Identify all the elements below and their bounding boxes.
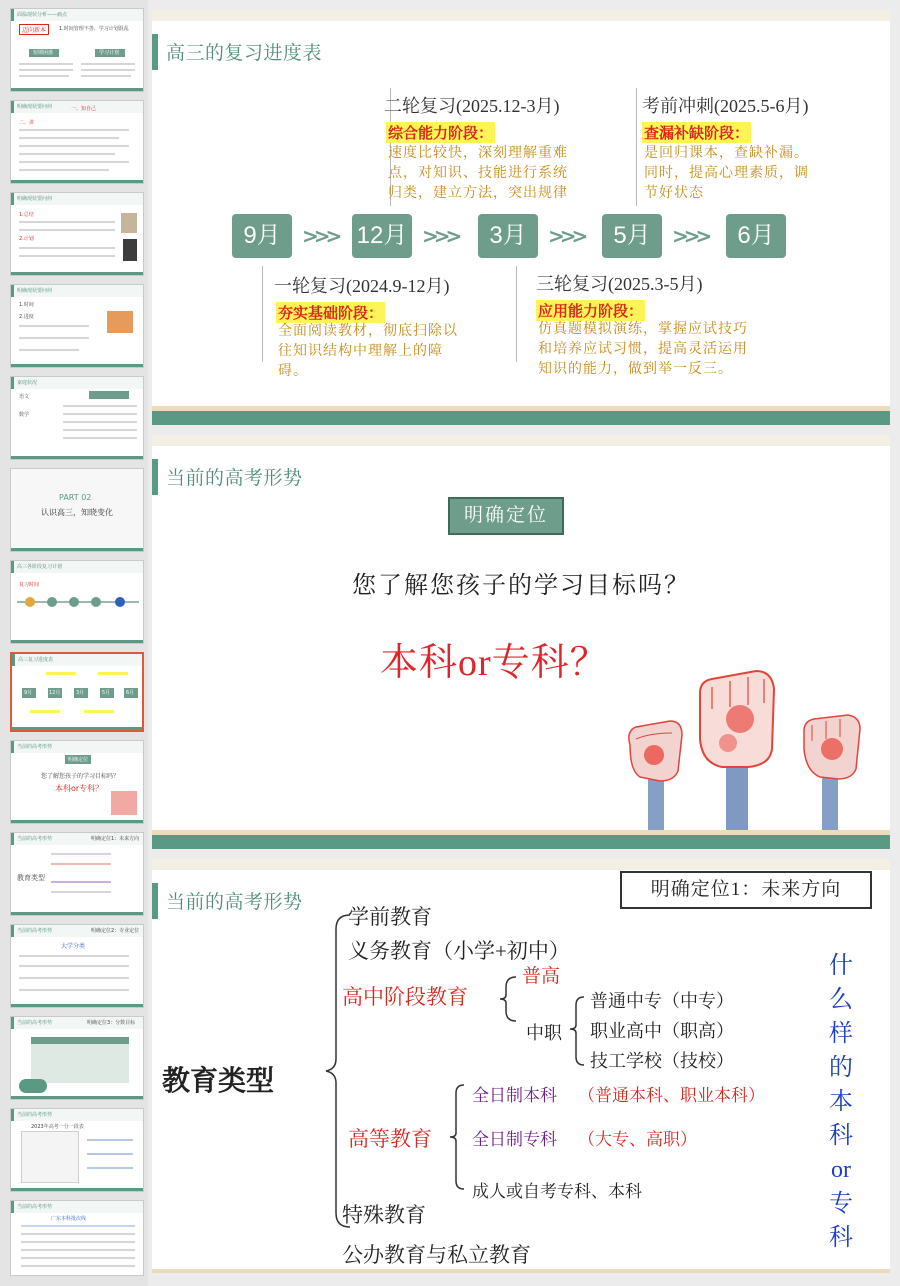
thumb-line — [19, 169, 109, 171]
thumb-line — [19, 145, 129, 147]
special-education: 特殊教育 — [342, 1203, 426, 1227]
thumb-text: 您了解您孩子的学习目标吗？ — [41, 773, 120, 780]
positioning-badge: 明确定位 — [448, 497, 564, 535]
thumb-title: 高三复习进度表 — [12, 654, 142, 666]
thumb-band — [11, 456, 143, 459]
thumb-text: 3月 — [76, 690, 85, 696]
thumb-block — [89, 391, 129, 399]
slide-thumbnail-8-selected[interactable] — [10, 652, 144, 732]
thumb-dot — [25, 597, 35, 607]
thumb-line — [21, 1233, 135, 1235]
slide-education-types — [152, 859, 890, 1273]
thumb-text: 大学分类 — [61, 943, 86, 950]
thumb-band — [11, 364, 143, 367]
thumb-line — [19, 137, 119, 139]
thumb-text: 12月 — [49, 690, 61, 696]
chevron-right-icon: >>> — [302, 224, 338, 248]
thumb-band — [11, 272, 143, 275]
thumb-line — [19, 349, 79, 351]
slide-thumbnail-4[interactable] — [10, 284, 144, 368]
thumb-line — [21, 1265, 135, 1267]
top-bar — [152, 10, 890, 21]
thumb-title: 高三各阶段复习计划 — [11, 561, 143, 573]
thumb-line — [21, 1241, 135, 1243]
thumb-text: 迈向新本 — [19, 24, 49, 35]
thumb-line — [63, 429, 137, 431]
round1-title: 一轮复习(2024.9-12月) — [274, 276, 450, 296]
round2-desc: 速度比较快，深刻理解重难点，对知识、技能进行系统归类，建立方法，突出规律 — [388, 146, 568, 201]
thumb-title: 当前的高考形势 — [11, 1017, 143, 1029]
thumb-title: 面临现状分析——痛点 — [11, 9, 143, 21]
thumb-line — [51, 891, 111, 893]
thumb-line — [19, 63, 73, 65]
side-question-char: 科 — [829, 1123, 853, 1149]
slide-thumbnail-9[interactable] — [10, 740, 144, 824]
thumb-text: 广东本科批次线 — [51, 1216, 87, 1222]
thumb-title: 明确现状要问何 — [11, 193, 143, 205]
thumb-text: 复习时间 — [19, 582, 40, 588]
thumb-text: 2.计划 — [19, 236, 34, 242]
vocational-item: 职业高中（职高） — [590, 1021, 734, 1041]
thumb-line — [21, 1257, 135, 1259]
thumb-line — [51, 853, 111, 855]
slide-title: 当前的高考形势 — [166, 892, 303, 913]
thumb-line — [21, 1225, 135, 1227]
slide-thumbnail-13[interactable] — [10, 1108, 144, 1192]
slide-thumbnail-1[interactable] — [10, 8, 144, 92]
round3-stage: 应用能力阶段： — [536, 300, 645, 321]
thumb-line — [19, 965, 129, 967]
thumb-line — [87, 1139, 133, 1141]
thumb-line — [81, 69, 135, 71]
high-school-education: 高中阶段教育 — [342, 985, 468, 1009]
thumb-band — [11, 180, 143, 183]
thumb-text: 二、讲 — [19, 120, 35, 126]
slide-thumbnail-6[interactable] — [10, 468, 144, 552]
thumb-text: 语文 — [19, 394, 30, 400]
thumb-line — [19, 977, 129, 979]
side-question-char: 么 — [829, 987, 853, 1013]
sprint-stage: 查漏补缺阶段： — [642, 122, 751, 143]
compulsory-education: 义务教育（小学+初中） — [348, 939, 570, 963]
thumb-line — [21, 1249, 135, 1251]
slide-thumbnail-5[interactable] — [10, 376, 144, 460]
thumb-text: 一、知自己 — [71, 106, 97, 112]
thumb-title: 当前的高考形势 — [11, 1109, 143, 1121]
thumb-line — [81, 63, 135, 65]
thumb-dot — [91, 597, 101, 607]
sprint-desc: 是回归课本，查缺补漏。同时，提高心理素质，调节好状态 — [644, 146, 809, 201]
round2-stage: 综合能力阶段： — [386, 122, 495, 143]
vocational-item: 技工学校（技校） — [590, 1051, 734, 1071]
thumb-table — [21, 1131, 79, 1183]
month-node-sep: 9月 — [232, 214, 292, 258]
fulltime-bachelor: 全日制本科 — [472, 1086, 557, 1105]
thumb-text: 数学 — [19, 412, 30, 418]
title-accent — [152, 34, 158, 70]
side-question-char: 的 — [829, 1055, 853, 1081]
slide-thumbnail-10[interactable] — [10, 832, 144, 916]
thumb-line — [19, 955, 129, 957]
positioning-box: 明确定位1：未来方向 — [620, 871, 872, 909]
slide-thumbnail-2[interactable] — [10, 100, 144, 184]
thumb-text: 5月 — [102, 690, 111, 696]
connector-line — [516, 266, 517, 362]
thumb-image — [121, 213, 137, 233]
thumb-line — [19, 325, 89, 327]
thumb-line — [19, 337, 89, 339]
thumb-band — [11, 640, 143, 643]
vocational-secondary: 中职 — [526, 1023, 562, 1043]
thumb-title: 当前的高考形势 — [11, 925, 143, 937]
side-question-vertical — [824, 949, 858, 1255]
thumb-band — [11, 912, 143, 915]
goal-question: 您了解您孩子的学习目标吗？ — [352, 573, 690, 599]
thumb-text: 明确定位1：未来方向 — [91, 836, 140, 842]
thumb-text: 1.时间 — [19, 302, 34, 308]
side-question-char: or — [831, 1157, 851, 1183]
thumb-text: 1.总结 — [19, 212, 34, 218]
thumb-title: 当前的高考形势 — [11, 741, 143, 753]
thumb-text: 明确定位2：专业定位 — [91, 928, 140, 934]
thumb-line — [19, 75, 69, 77]
thumb-line — [63, 405, 137, 407]
adult-self-study: 成人或自考专科、本科 — [472, 1182, 642, 1201]
thumb-text: 9月 — [24, 690, 33, 696]
side-question-char: 科 — [829, 1225, 853, 1251]
month-node-may: 5月 — [602, 214, 662, 258]
thumb-band — [11, 1004, 143, 1007]
slide-review-schedule — [152, 10, 890, 425]
slide-title: 高三的复习进度表 — [166, 43, 323, 64]
slide-thumbnail-14[interactable] — [10, 1200, 144, 1276]
bachelor-or-college-question: 本科or专科？ — [380, 642, 609, 684]
thumb-line — [51, 881, 111, 883]
thumb-line — [19, 153, 115, 155]
thumb-image — [111, 791, 137, 815]
thumb-line — [19, 247, 115, 249]
thumb-text: 认识高三，知晓变化 — [41, 508, 113, 517]
round2-title: 二轮复习(2025.12-3月) — [384, 96, 560, 116]
thumb-image — [107, 311, 133, 333]
sprint-title: 考前冲刺(2025.5-6月) — [642, 96, 809, 116]
side-question-char: 什 — [829, 953, 853, 979]
bottom-band — [152, 835, 890, 849]
thumb-line — [87, 1153, 133, 1155]
thumb-title: 当前的高考形势 — [11, 1201, 143, 1213]
thumb-band — [11, 548, 143, 551]
side-question-char: 本 — [829, 1089, 853, 1115]
education-types-root: 教育类型 — [162, 1066, 275, 1097]
bottom-band — [152, 1269, 890, 1273]
thumb-band — [11, 1096, 143, 1099]
round1-stage: 夯实基础阶段： — [276, 302, 385, 323]
chevron-right-icon: >>> — [422, 224, 458, 248]
thumb-text: 明确定位3：分数目标 — [87, 1020, 136, 1026]
thumb-line — [19, 129, 129, 131]
thumb-title: 当前的高考形势 — [11, 833, 143, 845]
side-question-char: 样 — [829, 1021, 853, 1047]
slide-thumbnail-rail[interactable] — [0, 0, 148, 1286]
higher-education: 高等教育 — [348, 1127, 432, 1151]
thumb-text: 本科or专科？ — [55, 784, 104, 793]
thumb-highlight — [84, 710, 114, 713]
slide-thumbnail-7[interactable] — [10, 560, 144, 644]
thumb-band — [11, 1188, 143, 1191]
general-high-school: 普高 — [522, 966, 561, 987]
thumb-line — [19, 989, 129, 991]
thumb-line — [81, 75, 131, 77]
thumb-badge — [19, 1079, 47, 1093]
slide-exam-situation — [152, 435, 890, 849]
thumb-text: 学习计划 — [99, 50, 120, 56]
month-node-jun: 6月 — [726, 214, 786, 258]
fulltime-bachelor-note: （普通本科、职业本科） — [578, 1086, 765, 1105]
side-question-char: 专 — [829, 1191, 853, 1217]
thumb-band — [11, 88, 143, 91]
title-accent — [152, 459, 158, 495]
bottom-band — [152, 411, 890, 425]
preschool-education: 学前教育 — [348, 905, 432, 929]
fulltime-college: 全日制专科 — [472, 1130, 557, 1149]
chevron-right-icon: >>> — [548, 224, 584, 248]
thumb-text: PART 02 — [59, 493, 92, 502]
round3-desc: 仿真题模拟演练，掌握应试技巧和培养应试习惯，提高灵活运用知识的能力，做到举一反三。 — [538, 322, 748, 377]
slide-thumbnail-11[interactable] — [10, 924, 144, 1008]
thumb-dot — [47, 597, 57, 607]
thumb-dot — [115, 597, 125, 607]
thumb-line — [51, 863, 111, 865]
thumb-band — [11, 820, 143, 823]
thumb-text: 明确定位 — [68, 757, 89, 763]
fulltime-college-note: （大专、高职） — [578, 1130, 697, 1149]
thumb-line — [63, 421, 137, 423]
thumb-line — [19, 255, 115, 257]
thumb-table-header — [31, 1037, 129, 1044]
thumb-line — [19, 221, 115, 223]
thumb-text: 教育类型 — [17, 874, 45, 882]
thumb-line — [19, 229, 115, 231]
thumb-text: 短期困惑 — [33, 50, 54, 56]
top-bar — [152, 435, 890, 446]
thumb-band — [12, 727, 142, 730]
thumb-title: 家庭状况 — [11, 377, 143, 389]
slide-title: 当前的高考形势 — [166, 468, 303, 489]
round1-desc: 全面阅读教材，彻底扫除以往知识结构中理解上的障碍。 — [278, 324, 458, 379]
thumb-line — [19, 161, 129, 163]
thumb-highlight — [98, 672, 128, 675]
thumb-title: 明确现状要问何 — [11, 285, 143, 297]
thumb-line — [63, 413, 137, 415]
chevron-right-icon: >>> — [672, 224, 708, 248]
thumb-title: 明确现状要问何 — [11, 101, 143, 113]
raised-fists-illustration — [616, 657, 886, 835]
connector-line — [262, 266, 263, 362]
connector-line — [636, 88, 637, 206]
thumb-line — [87, 1167, 133, 1169]
thumb-highlight — [46, 672, 76, 675]
thumb-text: 2.进度 — [19, 314, 34, 320]
thumb-image — [123, 239, 137, 261]
thumb-line — [63, 437, 137, 439]
thumb-text: 1.时间管理不善、学习计划混乱 — [59, 26, 129, 32]
public-private-education: 公办教育与私立教育 — [342, 1243, 531, 1267]
thumb-dot — [69, 597, 79, 607]
thumb-highlight — [30, 710, 60, 713]
month-node-dec: 12月 — [352, 214, 412, 258]
slide-thumbnail-3[interactable] — [10, 192, 144, 276]
thumb-line — [19, 69, 73, 71]
slide-thumbnail-12[interactable] — [10, 1016, 144, 1100]
thumb-text: 6月 — [126, 690, 135, 696]
round3-title: 三轮复习(2025.3-5月) — [536, 274, 703, 294]
month-node-mar: 3月 — [478, 214, 538, 258]
vocational-item: 普通中专（中专） — [590, 991, 734, 1011]
thumb-text: 2023年高考一分一段表 — [31, 1124, 84, 1130]
